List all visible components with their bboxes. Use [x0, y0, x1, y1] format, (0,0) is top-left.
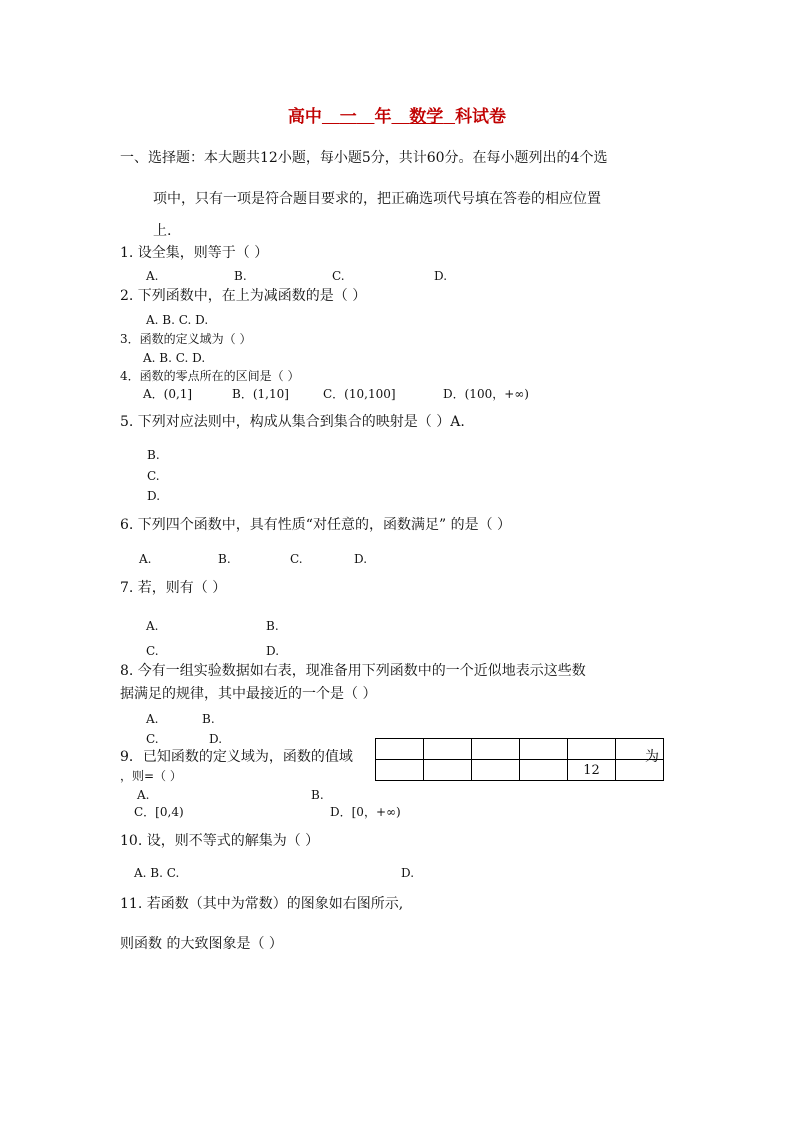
q5-option-d: D. [147, 489, 161, 503]
q9-line-2: ，则=（ ） [120, 769, 182, 783]
q11-line-1: 11. 若函数（其中为常数）的图象如右图所示, [120, 896, 404, 912]
q11-line-2: 则函数 的大致图象是（ ） [120, 936, 283, 952]
q4-option-a: A．(0,1] [143, 387, 193, 401]
q7-option-a: A. [146, 619, 159, 633]
q7-option-d: D. [266, 644, 280, 658]
q4-option-c: C．(10,100] [323, 387, 396, 401]
q1-option-a: A. [146, 269, 159, 283]
page-title [0, 106, 794, 128]
q1-option-c: C. [332, 269, 345, 283]
q8-option-b: B. [202, 712, 215, 726]
table-cell [568, 739, 616, 760]
q7-option-c: C. [146, 644, 159, 658]
title-part-2: 一 [339, 107, 357, 127]
table-cell [472, 760, 520, 781]
data-table [375, 738, 664, 781]
q8-line-2: 据满足的规律，其中最接近的一个是（ ） [120, 686, 377, 702]
title-part-5: 科试卷 [455, 107, 507, 127]
q8-option-d: D. [209, 732, 223, 746]
q9-option-d: D．[0，+∞) [330, 805, 401, 819]
q2-stem: 2. 下列函数中，在上为减函数的是（ ） [120, 288, 367, 304]
table-cell [376, 760, 424, 781]
q6-option-a: A. [139, 552, 152, 566]
q9-line-1: 9．已知函数的定义域为，函数的值域 [120, 749, 353, 765]
q1-option-d: D. [434, 269, 448, 283]
q10-options: A. B. C. [134, 866, 180, 880]
q5-option-c: C. [147, 469, 160, 483]
title-part-1: 高中 [287, 107, 322, 127]
table-row [376, 760, 664, 781]
q10-option-d: D. [401, 866, 415, 880]
table-cell [472, 739, 520, 760]
q8-line-1: 8. 今有一组实验数据如右表，现准备用下列函数中的一个近似地表示这些数 [120, 663, 586, 679]
table-cell [424, 760, 472, 781]
q3-stem: 3．函数的定义域为（ ） [120, 332, 252, 346]
q6-stem: 6. 下列四个函数中，具有性质“对任意的，函数满足” 的是（ ） [120, 517, 512, 533]
table-cell [520, 739, 568, 760]
q1-stem: 1. 设全集，则等于（ ） [120, 245, 269, 261]
q8-option-c: C. [146, 732, 159, 746]
q7-option-b: B. [266, 619, 279, 633]
q9-tail: 为 [645, 749, 659, 765]
q9-option-b: B. [311, 788, 324, 802]
q5-option-b: B. [147, 448, 160, 462]
q5-stem: 5. 下列对应法则中，构成从集合到集合的映射是（ ）A. [120, 414, 465, 430]
q8-option-a: A. [146, 712, 159, 726]
q9-option-c: C．[0,4) [134, 805, 184, 819]
q6-option-b: B. [218, 552, 231, 566]
table-cell [376, 739, 424, 760]
q7-stem: 7. 若，则有（ ） [120, 580, 227, 596]
q10-stem: 10. 设，则不等式的解集为（ ） [120, 833, 320, 849]
title-part-4: 数学 [409, 107, 444, 127]
table-cell: 12 [568, 760, 616, 781]
q9-option-a: A. [137, 788, 150, 802]
title-part-3: 年 [374, 107, 392, 127]
table-cell [424, 739, 472, 760]
q4-option-b: B．(1,10] [232, 387, 289, 401]
q1-option-b: B. [234, 269, 247, 283]
table-row [376, 739, 664, 760]
table-cell [520, 760, 568, 781]
section-heading-line-2: 项中，只有一项是符合题目要求的，把正确选项代号填在答卷的相应位置 [153, 191, 601, 207]
section-heading-line-1: 一、选择题：本大题共12小题，每小题5分，共计60分。在每小题列出的4个选 [120, 150, 608, 166]
q6-option-d: D. [354, 552, 368, 566]
section-heading-line-3: 上. [153, 223, 172, 239]
q4-stem: 4．函数的零点所在的区间是（ ） [120, 369, 300, 383]
q6-option-c: C. [290, 552, 303, 566]
q4-option-d: D．(100，+∞) [443, 387, 529, 401]
q2-options: A. B. C. D. [146, 313, 209, 327]
q3-options: A. B. C. D. [143, 351, 206, 365]
